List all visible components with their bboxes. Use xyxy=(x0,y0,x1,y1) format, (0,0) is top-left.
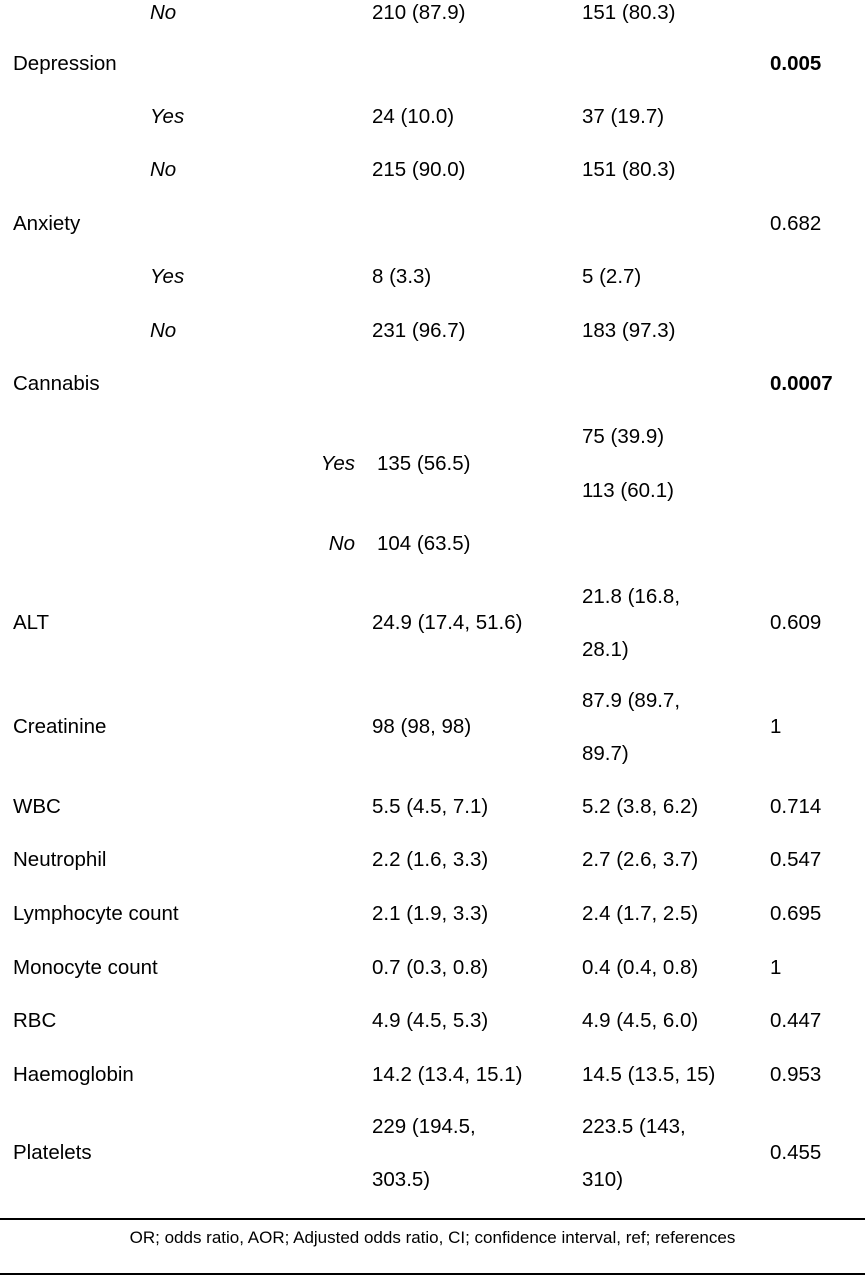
p-value-neutrophil: 0.547 xyxy=(770,848,822,871)
cell-group1: 24 (10.0) xyxy=(372,105,455,128)
sub-label-no: No xyxy=(150,1,177,24)
row-label-platelets: Platelets xyxy=(13,1141,92,1164)
row-label-creatinine: Creatinine xyxy=(13,715,107,738)
sub-label-yes: Yes xyxy=(150,105,185,128)
cell-group2: 28.1) xyxy=(582,638,629,661)
cell-group2: 310) xyxy=(582,1168,624,1191)
cell-group1: 2.2 (1.6, 3.3) xyxy=(372,848,489,871)
cell-group1: 215 (90.0) xyxy=(372,158,466,181)
cell-group1: 98 (98, 98) xyxy=(372,715,472,738)
cell-group1: 4.9 (4.5, 5.3) xyxy=(372,1009,489,1032)
cell-group2: 5 (2.7) xyxy=(582,265,642,288)
p-value-anxiety: 0.682 xyxy=(770,212,822,235)
cell-group1: 229 (194.5, xyxy=(372,1115,476,1138)
cell-group2: 2.7 (2.6, 3.7) xyxy=(582,848,699,871)
p-value-alt: 0.609 xyxy=(770,611,822,634)
p-value-monocyte-count: 1 xyxy=(770,956,782,979)
cell-group1: 24.9 (17.4, 51.6) xyxy=(372,611,523,634)
cell-group2: 87.9 (89.7, xyxy=(582,689,681,712)
sub-label-no: No xyxy=(150,158,177,181)
table-bottom-rule xyxy=(0,1218,865,1220)
cell-group2: 14.5 (13.5, 15) xyxy=(582,1063,716,1086)
cell-group1: 8 (3.3) xyxy=(372,265,432,288)
cell-group1: 5.5 (4.5, 7.1) xyxy=(372,795,489,818)
row-label-haemoglobin: Haemoglobin xyxy=(13,1063,134,1086)
cell-group2: 183 (97.3) xyxy=(582,319,676,342)
cell-group2: 89.7) xyxy=(582,742,629,765)
p-value-depression: 0.005 xyxy=(770,52,822,75)
p-value-rbc: 0.447 xyxy=(770,1009,822,1032)
row-label-anxiety: Anxiety xyxy=(13,212,81,235)
cell-group2: 75 (39.9) xyxy=(582,425,665,448)
cell-group1: 231 (96.7) xyxy=(372,319,466,342)
footnote-bottom-rule xyxy=(0,1273,865,1275)
row-label-wbc: WBC xyxy=(13,795,61,818)
cell-group2: 37 (19.7) xyxy=(582,105,665,128)
sub-label-yes: Yes xyxy=(150,265,185,288)
cell-group2: 151 (80.3) xyxy=(582,1,676,24)
cell-group2: 5.2 (3.8, 6.2) xyxy=(582,795,699,818)
cell-group1: 210 (87.9) xyxy=(372,1,466,24)
p-value-lymphocyte-count: 0.695 xyxy=(770,902,822,925)
cell-group1: 2.1 (1.9, 3.3) xyxy=(372,902,489,925)
cell-group2: 2.4 (1.7, 2.5) xyxy=(582,902,699,925)
cell-group2: 151 (80.3) xyxy=(582,158,676,181)
cell-group2: 21.8 (16.8, xyxy=(582,585,681,608)
row-label-lymphocyte-count: Lymphocyte count xyxy=(13,902,179,925)
row-label-depression: Depression xyxy=(13,52,117,75)
sub-label-no: No xyxy=(328,532,355,555)
p-value-platelets: 0.455 xyxy=(770,1141,822,1164)
cell-group2: 113 (60.1) xyxy=(582,479,674,502)
row-label-alt: ALT xyxy=(13,611,50,634)
cell-group1: 14.2 (13.4, 15.1) xyxy=(372,1063,523,1086)
row-label-monocyte-count: Monocyte count xyxy=(13,956,158,979)
cell-group2: 4.9 (4.5, 6.0) xyxy=(582,1009,699,1032)
cell-group2: 223.5 (143, xyxy=(582,1115,686,1138)
sub-label-yes: Yes xyxy=(320,452,355,475)
sub-label-no: No xyxy=(150,319,177,342)
row-label-cannabis: Cannabis xyxy=(13,372,100,395)
row-label-neutrophil: Neutrophil xyxy=(13,848,107,871)
p-value-cannabis: 0.0007 xyxy=(770,372,833,395)
cell-group2: 0.4 (0.4, 0.8) xyxy=(582,956,699,979)
cell-group1: 135 (56.5) xyxy=(377,452,471,475)
p-value-haemoglobin: 0.953 xyxy=(770,1063,822,1086)
row-label-rbc: RBC xyxy=(13,1009,57,1032)
cell-group1: 0.7 (0.3, 0.8) xyxy=(372,956,489,979)
table-footnote: OR; odds ratio, AOR; Adjusted odds ratio, CI; confidence interval, ref; references xyxy=(129,1228,736,1247)
p-value-creatinine: 1 xyxy=(770,715,782,738)
cell-group1: 303.5) xyxy=(372,1168,431,1191)
p-value-wbc: 0.714 xyxy=(770,795,822,818)
cell-group1: 104 (63.5) xyxy=(377,532,471,555)
